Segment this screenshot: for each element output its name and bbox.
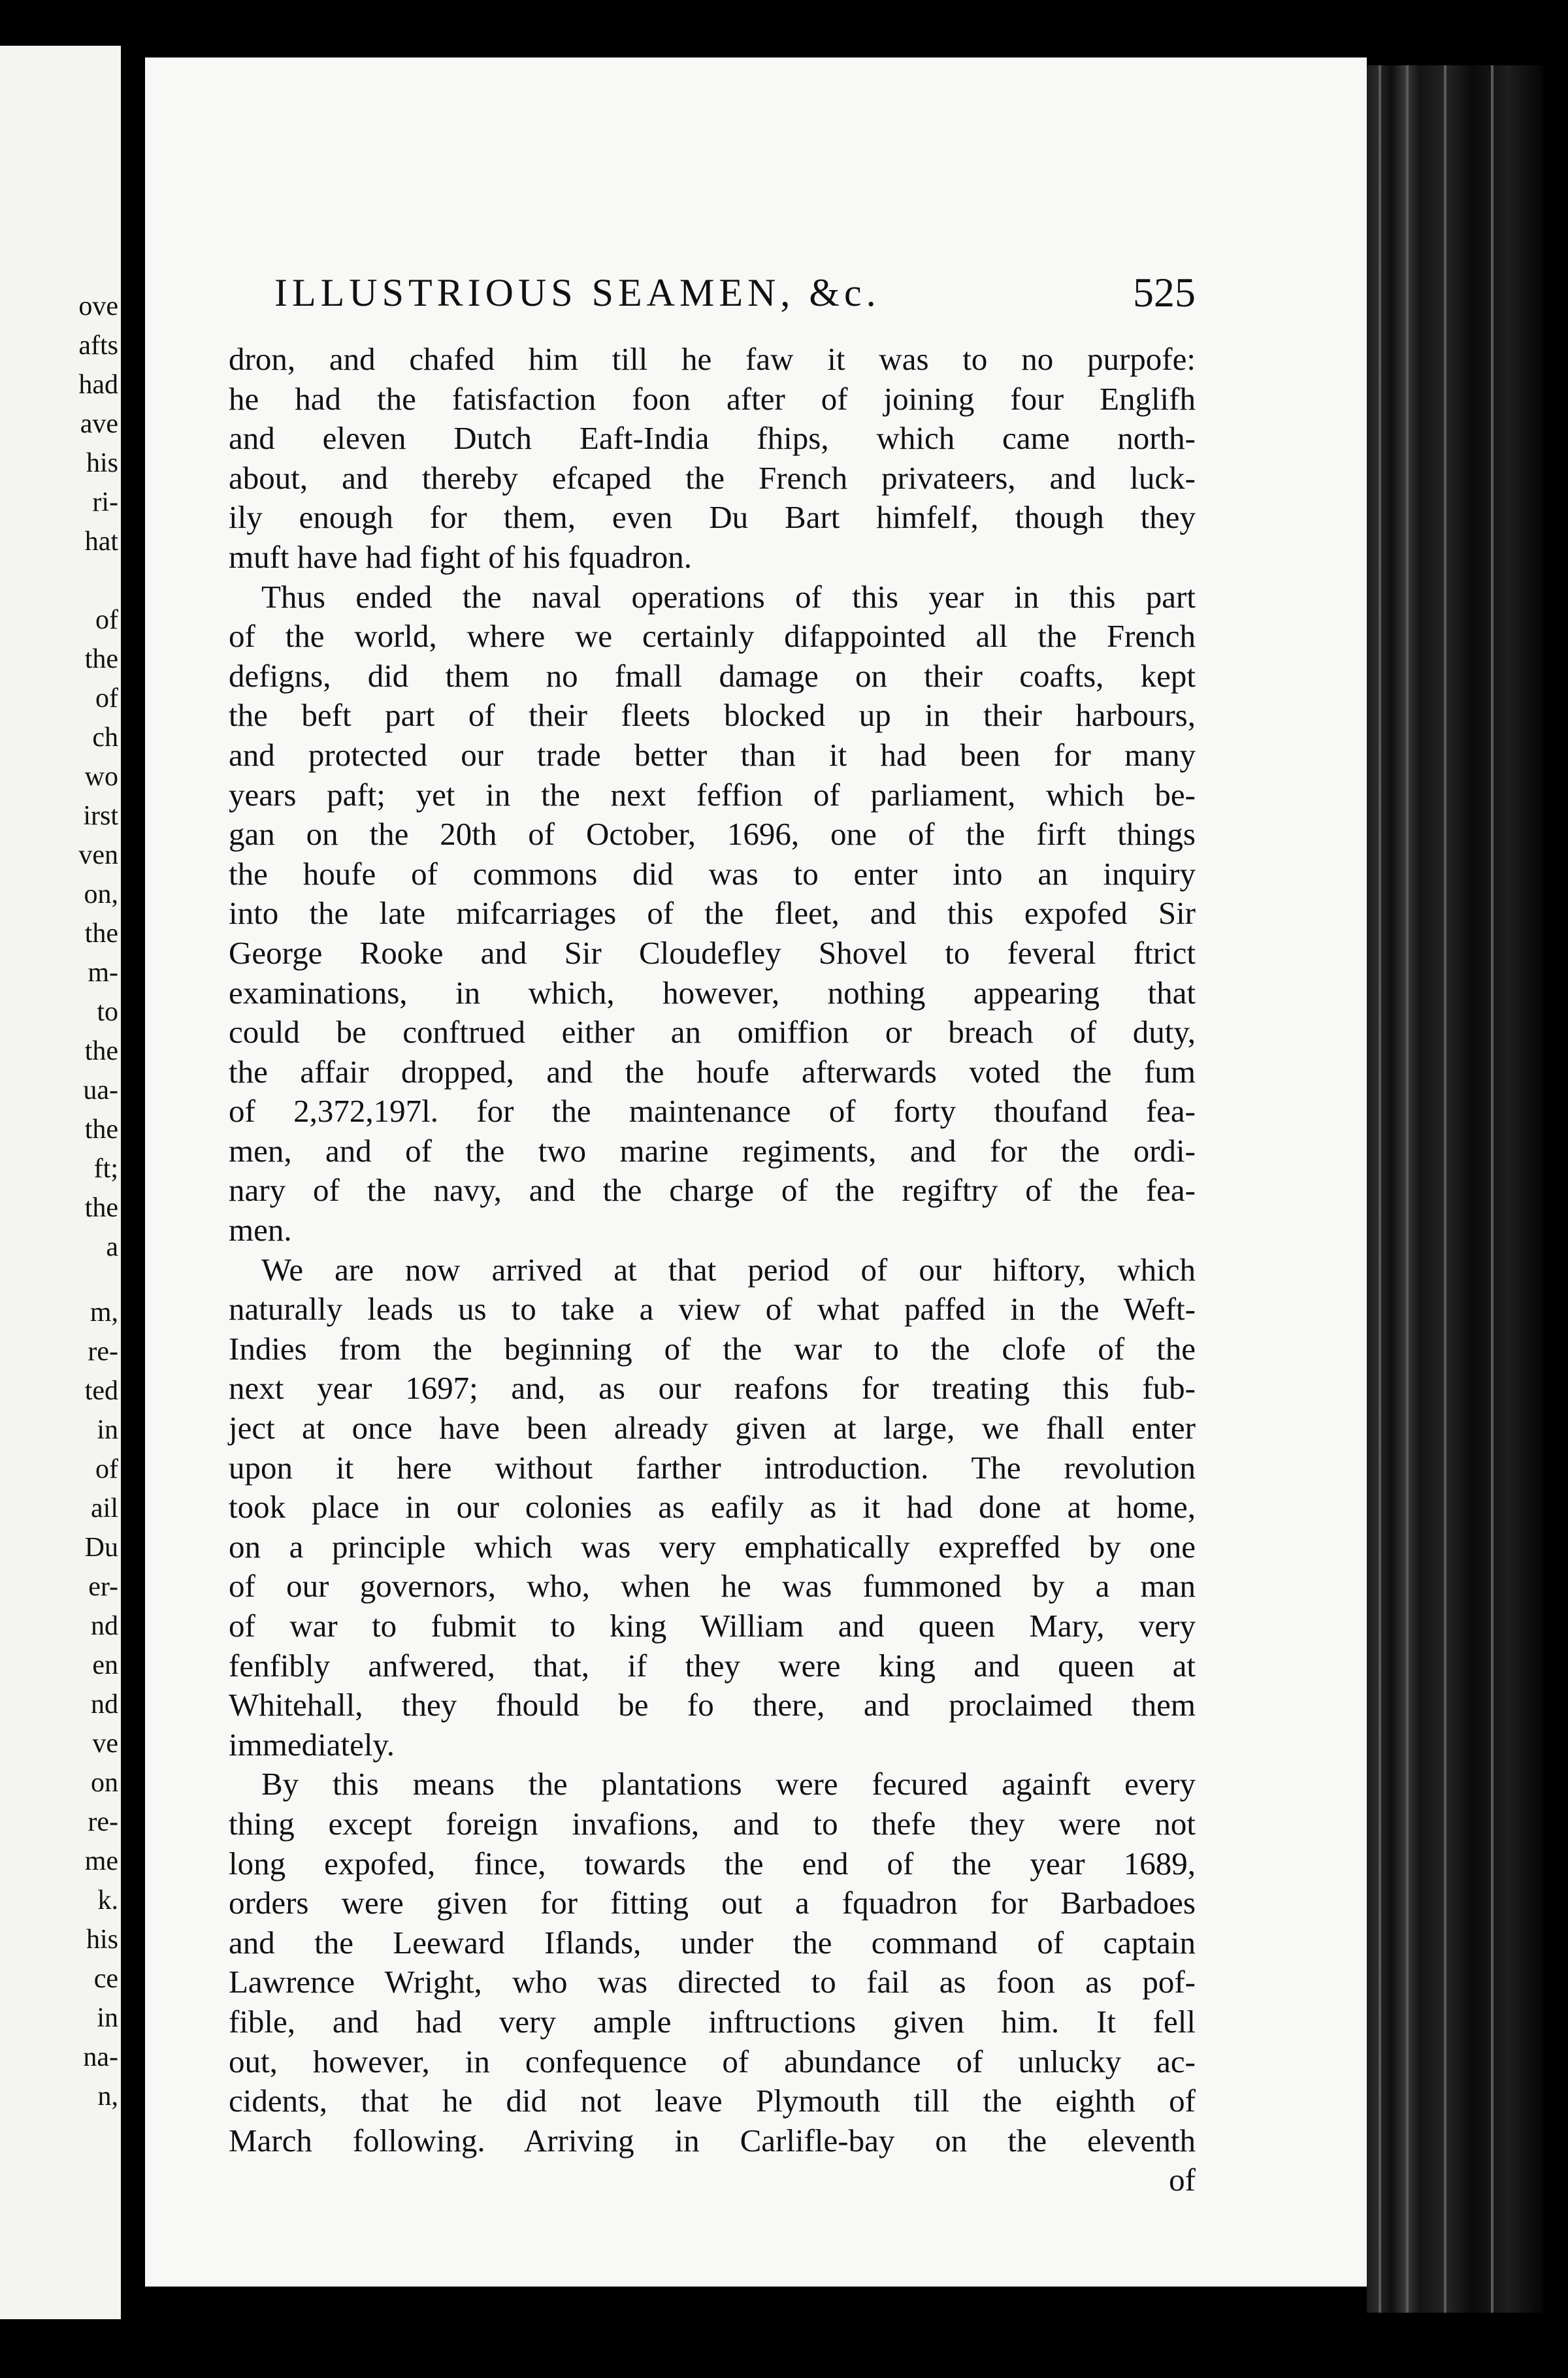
text-line: We are now arrived at that period of our hiftory, which: [261, 1251, 1196, 1288]
left-page-text-fragment: in: [97, 1415, 118, 1445]
left-page-text-fragment: ail: [91, 1493, 118, 1523]
text-line: immediately.: [229, 1726, 395, 1763]
left-page-text-fragment: ua-: [83, 1075, 118, 1105]
text-line: of 2,372,197l. for the maintenance of forty thoufand fea-: [229, 1093, 1196, 1130]
text-line: fenfibly anfwered, that, if they were king and queen at: [229, 1647, 1196, 1684]
text-line: By this means the plantations were fecured againft every: [261, 1766, 1196, 1802]
text-line: fible, and had very ample inftructions given him. It fell: [229, 2003, 1196, 2040]
left-page-text-fragment: k.: [97, 1885, 118, 1915]
left-page-text-fragment: hat: [84, 527, 118, 557]
text-line: dron, and chafed him till he faw it was to no purpofe:: [229, 341, 1196, 377]
running-head: [274, 267, 1196, 319]
left-page-text-fragment: er-: [88, 1572, 118, 1602]
left-page-text-fragment: wo: [84, 762, 118, 792]
text-line: George Rooke and Sir Cloudefley Shovel to feveral ftrict: [229, 934, 1196, 971]
book-binding: [1367, 65, 1543, 2313]
left-page-text-fragment: the: [84, 919, 118, 949]
left-page-text-fragment: of: [95, 683, 118, 713]
left-page-text-fragment: re-: [88, 1337, 118, 1367]
left-page-text-fragment: ce: [93, 1964, 118, 1994]
left-page-text-fragment: ri-: [92, 487, 118, 517]
text-line: out, however, in confequence of abundance of unlucky ac-: [229, 2043, 1196, 2079]
text-line: of our governors, who, when he was fummoned by a man: [229, 1568, 1196, 1604]
left-page-text-fragment: ted: [84, 1376, 118, 1406]
left-page-text-fragment: a: [106, 1232, 118, 1262]
left-page-text-fragment: his: [86, 1925, 118, 1955]
text-line: orders were given for fitting out a fquadron for Barbadoes: [229, 1885, 1196, 1921]
left-page-text-fragment: had: [78, 370, 118, 400]
left-page-text-fragment: m-: [88, 958, 118, 988]
left-page-text-fragment: me: [84, 1846, 118, 1876]
text-line: years paft; yet in the next feffion of parliament, which be-: [229, 776, 1196, 813]
left-page-text-fragment: ven: [78, 840, 118, 870]
left-page-text-fragment: on: [91, 1768, 118, 1798]
text-line: of: [1169, 2162, 1196, 2198]
text-line: the houfe of commons did was to enter into an inquiry: [229, 855, 1196, 892]
text-line: into the late mifcarriages of the fleet, and this expofed Sir: [229, 895, 1196, 932]
left-page-text-fragment: of: [95, 605, 118, 635]
page-number: 525: [1133, 269, 1196, 316]
left-page-text-fragment: irst: [83, 801, 118, 831]
left-page-text-fragment: ove: [78, 291, 118, 321]
text-line: examinations, in which, however, nothing appearing that: [229, 974, 1196, 1011]
text-line: men.: [229, 1212, 292, 1248]
text-line: and the Leeward Iflands, under the command of captain: [229, 1924, 1196, 1961]
left-page-text-fragment: the: [84, 1193, 118, 1223]
text-line: Whitehall, they fhould be fo there, and proclaimed them: [229, 1687, 1196, 1723]
text-line: he had the fatisfaction foon after of joining four Englifh: [229, 380, 1196, 417]
text-line: defigns, did them no fmall damage on their coafts, kept: [229, 657, 1196, 694]
text-line: thing except foreign invafions, and to thefe they were not: [229, 1805, 1196, 1842]
text-line: long expofed, fince, towards the end of the year 1689,: [229, 1845, 1196, 1881]
left-page-text-fragment: to: [97, 997, 118, 1027]
text-line: gan on the 20th of October, 1696, one of the firft things: [229, 816, 1196, 853]
left-page-text-fragment: ave: [80, 409, 118, 439]
text-line: ject at once have been already given at large, we fhall enter: [229, 1410, 1196, 1446]
text-line: nary of the navy, and the charge of the regiftry of the fea-: [229, 1172, 1196, 1209]
text-line: next year 1697; and, as our reafons for treating this fub-: [229, 1370, 1196, 1407]
left-page-text-fragment: afts: [78, 331, 118, 361]
text-line: March following. Arriving in Carlifle-bay on the eleventh: [229, 2122, 1196, 2158]
text-line: upon it here without farther introduction. The revolution: [229, 1449, 1196, 1486]
text-line: Indies from the beginning of the war to the clofe of the: [229, 1330, 1196, 1367]
text-line: of war to fubmit to king William and queen Mary, very: [229, 1608, 1196, 1644]
left-page-text-fragment: ch: [92, 723, 118, 753]
left-page-text-fragment: Du: [84, 1533, 118, 1563]
left-page-text-fragment: in: [97, 2003, 118, 2033]
text-line: on a principle which was very emphatically expreffed by one: [229, 1528, 1196, 1565]
left-page-text-fragment: the: [84, 1036, 118, 1066]
text-line: ily enough for them, even Du Bart himfelf, though they: [229, 499, 1196, 536]
text-line: muft have had fight of his fquadron.: [229, 538, 692, 575]
left-page-text-fragment: nd: [91, 1689, 118, 1719]
left-page-edge: [0, 46, 121, 2319]
text-line: cidents, that he did not leave Plymouth till the eighth of: [229, 2083, 1196, 2119]
left-page-text-fragment: na-: [83, 2042, 118, 2072]
left-page-text-fragment: ft;: [93, 1154, 118, 1184]
left-page-text-fragment: re-: [88, 1807, 118, 1837]
running-head-title: ILLUSTRIOUS SEAMEN, &c.: [274, 271, 881, 314]
text-line: could be conftrued either an omiffion or breach of duty,: [229, 1014, 1196, 1051]
left-page-text-fragment: his: [86, 448, 118, 478]
text-line: the beft part of their fleets blocked up in their harbours,: [229, 697, 1196, 734]
left-page-text-fragment: ve: [92, 1729, 118, 1759]
left-page-text-fragment: the: [84, 1115, 118, 1145]
body-text: [229, 340, 1196, 2200]
text-line: about, and thereby efcaped the French privateers, and luck-: [229, 459, 1196, 496]
left-page-text-fragment: of: [95, 1454, 118, 1484]
left-page-text-fragment: nd: [91, 1611, 118, 1641]
text-line: Thus ended the naval operations of this year in this part: [261, 578, 1196, 615]
text-line: and eleven Dutch Eaft-India fhips, which came north-: [229, 420, 1196, 457]
left-page-text-fragment: en: [92, 1650, 118, 1680]
text-line: took place in our colonies as eafily as it had done at home,: [229, 1489, 1196, 1525]
text-line: Lawrence Wright, who was directed to fail as foon as pof-: [229, 1964, 1196, 2000]
text-line: naturally leads us to take a view of what paffed in the Weft-: [229, 1291, 1196, 1327]
text-line: and protected our trade better than it had been for many: [229, 736, 1196, 773]
text-line: men, and of the two marine regiments, and for the ordi-: [229, 1132, 1196, 1169]
left-page-text-fragment: on,: [84, 879, 118, 909]
left-page-text-fragment: the: [84, 644, 118, 674]
text-line: the affair dropped, and the houfe afterwards voted the fum: [229, 1053, 1196, 1090]
left-page-text-fragment: m,: [90, 1297, 118, 1327]
text-line: of the world, where we certainly difappointed all the French: [229, 618, 1196, 655]
left-page-text-fragment: n,: [97, 2081, 118, 2111]
